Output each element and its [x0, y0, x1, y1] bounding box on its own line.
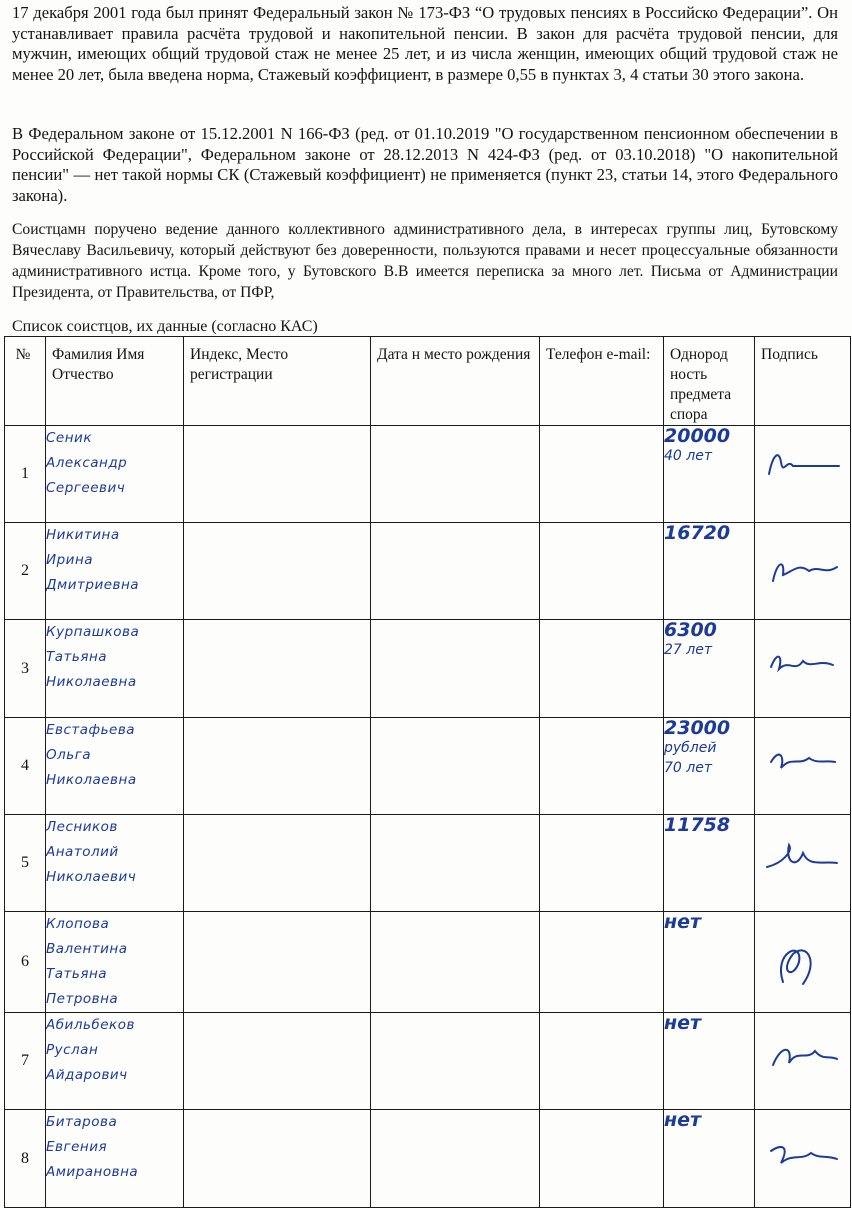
row-number: 4 — [5, 718, 46, 815]
handwritten-name — [46, 620, 184, 718]
name-line: Битарова — [46, 1114, 118, 1130]
name-line: Руслан — [46, 1042, 99, 1058]
birth-cell — [371, 1013, 540, 1110]
birth-cell — [371, 426, 540, 523]
handwritten-name — [46, 426, 184, 523]
address-cell — [184, 912, 371, 1013]
table-header-row — [5, 337, 851, 426]
name-line: Николаевич — [46, 869, 137, 885]
dispute-line: 6300 — [664, 619, 717, 641]
dispute-line: 20000 — [664, 425, 731, 447]
row-number: 2 — [5, 523, 46, 620]
name-line: Дмитриевна — [46, 577, 140, 593]
handwritten-name — [46, 912, 184, 1013]
header-birth: Дата н место рождения — [371, 337, 540, 426]
name-line: Курпашкова — [46, 624, 140, 640]
name-line: Татьяна — [46, 966, 108, 982]
dispute-amount — [664, 1110, 755, 1208]
name-line: Ирина — [46, 552, 94, 568]
dispute-line: нет — [664, 1109, 702, 1131]
handwritten-name — [46, 523, 184, 620]
phone-cell — [540, 426, 664, 523]
handwritten-signature — [763, 639, 843, 699]
handwritten-signature — [763, 833, 843, 893]
dispute-amount — [664, 426, 755, 523]
row-number: 3 — [5, 620, 46, 718]
signature-cell — [755, 815, 851, 912]
handwritten-signature — [763, 541, 843, 601]
header-num: № — [5, 337, 46, 426]
dispute-amount — [664, 815, 755, 912]
name-line: Евгения — [46, 1139, 108, 1155]
co-plaintiffs-table — [4, 336, 851, 1208]
name-line: Александр — [46, 455, 128, 471]
row-number: 6 — [5, 912, 46, 1013]
phone-cell — [540, 523, 664, 620]
row-number: 7 — [5, 1013, 46, 1110]
name-line: Сергеевич — [46, 480, 126, 496]
address-cell — [184, 523, 371, 620]
handwritten-name — [46, 1013, 184, 1110]
header-signature: Подпись — [755, 337, 851, 426]
dispute-line: 27 лет — [664, 642, 712, 658]
header-phone: Телефон e-mail: — [540, 337, 664, 426]
handwritten-name — [46, 1110, 184, 1208]
row-number: 8 — [5, 1110, 46, 1208]
phone-cell — [540, 718, 664, 815]
table-row — [5, 620, 851, 718]
dispute-line: 40 лет — [664, 448, 712, 464]
header-address: Индекс, Место регистрации — [184, 337, 371, 426]
address-cell — [184, 426, 371, 523]
signature-cell — [755, 523, 851, 620]
handwritten-signature — [763, 932, 843, 992]
table-caption: Список соистцов, их данные (согласно КАС) — [12, 318, 318, 335]
table-row — [5, 426, 851, 523]
table-row — [5, 523, 851, 620]
signature-cell — [755, 426, 851, 523]
handwritten-name — [46, 815, 184, 912]
name-line: Ольга — [46, 747, 92, 763]
phone-cell — [540, 815, 664, 912]
birth-cell — [371, 718, 540, 815]
handwritten-name — [46, 718, 184, 815]
phone-cell — [540, 1013, 664, 1110]
name-line: Евстафьева — [46, 722, 136, 738]
address-cell — [184, 1013, 371, 1110]
dispute-amount — [664, 620, 755, 718]
address-cell — [184, 1110, 371, 1208]
dispute-amount — [664, 718, 755, 815]
name-line: Анатолий — [46, 844, 119, 860]
name-line: Николаевна — [46, 772, 137, 788]
dispute-line: нет — [664, 1012, 702, 1034]
header-name: Фамилия Имя Отчество — [46, 337, 184, 426]
name-line: Лесников — [46, 819, 118, 835]
phone-cell — [540, 620, 664, 718]
signature-cell — [755, 912, 851, 1013]
address-cell — [184, 620, 371, 718]
birth-cell — [371, 912, 540, 1013]
address-cell — [184, 718, 371, 815]
name-line: Сеник — [46, 430, 92, 446]
birth-cell — [371, 523, 540, 620]
signature-cell — [755, 1013, 851, 1110]
paragraph-law-166-424: В Федеральном законе от 15.12.2001 N 166-ФЗ (ред. от 01.10.2019 "О государственном пенсионном обеспечении в Российской Федерации", Федеральном законе от 28.12.2013 N 424-ФЗ (ред. от 03.10.2018) "О накопительной пенсии" — нет такой нормы СК (Стажевый коэффициент) не применяется (пункт 23, статьи 14, этого Федерального закона). — [12, 124, 838, 205]
address-cell — [184, 815, 371, 912]
name-line: Клопова — [46, 916, 110, 932]
table-row — [5, 1110, 851, 1208]
dispute-amount — [664, 1013, 755, 1110]
dispute-line: нет — [664, 911, 702, 933]
name-line: Абильбеков — [46, 1017, 135, 1033]
dispute-line: 16720 — [664, 522, 731, 544]
paragraph-co-plaintiffs: Соистцамн поручено ведение данного коллективного административного дела, в интересах группы лиц, Бутовскому Вячеславу Васильевичу, который действуют без доверенности, пользуются правами и несет процессуальные обязанности административного истца. Кроме того, у Бутовского В.В имеется переписка за много лет. Письма от Администрации Президента, от Правительства, от ПФР, — [12, 221, 838, 301]
birth-cell — [371, 620, 540, 718]
paragraph-pension-law-173: 17 декабря 2001 года был принят Федеральный закон № 173-ФЗ “О трудовых пенсиях в Российско Федерации”. Он устанавливает правила расчёта трудовой и накопительной пенсии. В закон для расчёта трудовой пенсии, для мужчин, имеющих общий трудовой стаж не менее 25 лет, и из числа женщин, имеющих общий трудовой стаж не менее 20 лет, была введена норма, Стажевый коэффициент, в размере 0,55 в пунктах 3, 4 статьи 30 этого закона. — [12, 3, 838, 84]
phone-cell — [540, 912, 664, 1013]
birth-cell — [371, 1110, 540, 1208]
handwritten-signature — [763, 1031, 843, 1091]
dispute-line: 70 лет — [664, 760, 712, 776]
name-line: Петровна — [46, 991, 119, 1007]
signature-cell — [755, 620, 851, 718]
name-line: Валентина — [46, 941, 128, 957]
dispute-line: 11758 — [664, 814, 731, 836]
name-line: Никитина — [46, 527, 120, 543]
dispute-amount — [664, 912, 755, 1013]
signature-cell — [755, 1110, 851, 1208]
name-line: Николаевна — [46, 674, 137, 690]
dispute-amount — [664, 523, 755, 620]
handwritten-signature — [763, 444, 843, 504]
handwritten-signature — [763, 1129, 843, 1189]
handwritten-signature — [763, 736, 843, 796]
name-line: Амирановна — [46, 1164, 139, 1180]
row-number: 1 — [5, 426, 46, 523]
name-line: Татьяна — [46, 649, 108, 665]
dispute-line: рублей — [664, 740, 717, 756]
table-row — [5, 718, 851, 815]
table-row — [5, 1013, 851, 1110]
table-row — [5, 912, 851, 1013]
signature-cell — [755, 718, 851, 815]
phone-cell — [540, 1110, 664, 1208]
dispute-line: 23000 — [664, 717, 731, 739]
name-line: Айдарович — [46, 1067, 128, 1083]
birth-cell — [371, 815, 540, 912]
header-dispute: Однород ность предмета спора — [664, 337, 755, 426]
table-row — [5, 815, 851, 912]
row-number: 5 — [5, 815, 46, 912]
